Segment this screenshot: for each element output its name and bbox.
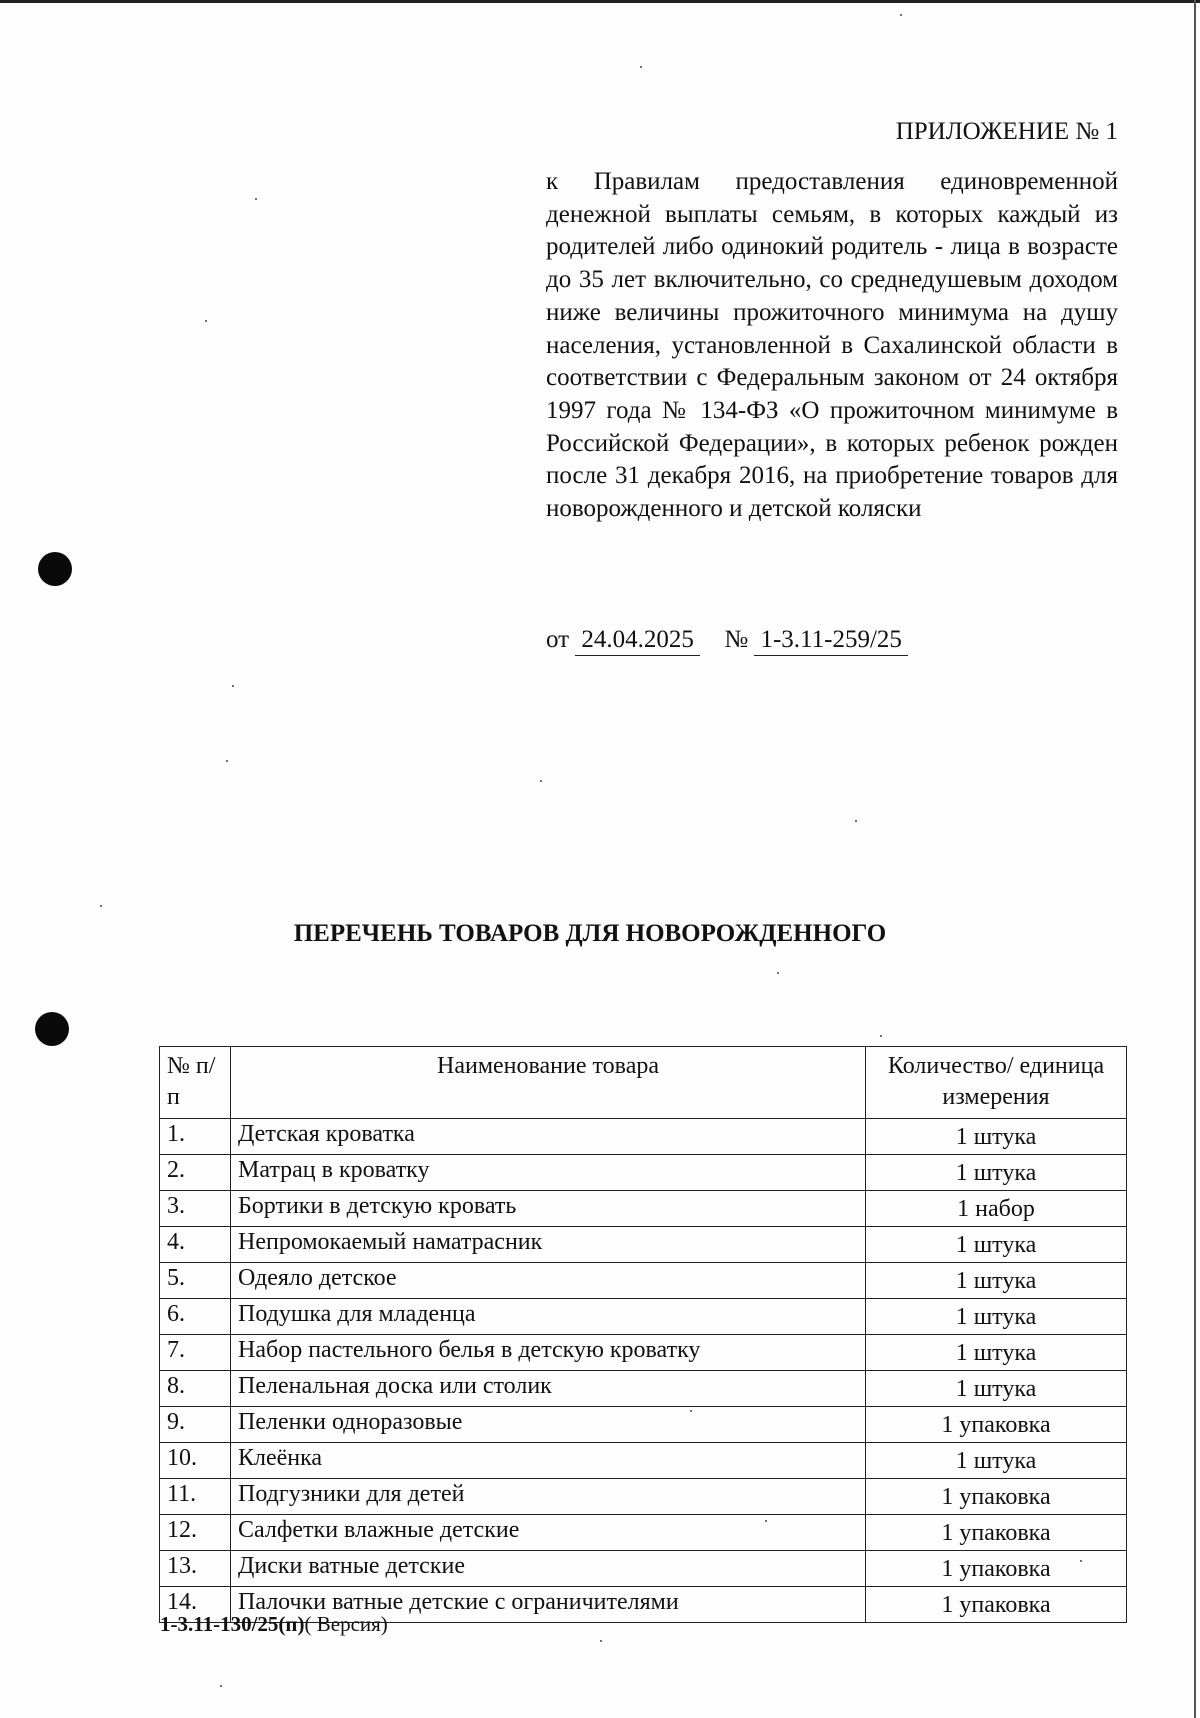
column-header-name: Наименование товара xyxy=(231,1047,866,1119)
row-num: 4. xyxy=(160,1227,231,1263)
scan-speck xyxy=(880,1035,882,1037)
scan-right-edge xyxy=(1194,0,1196,1718)
row-num: 14. xyxy=(160,1587,231,1623)
row-name: Набор пастельного белья в детскую кроватку xyxy=(231,1335,866,1371)
row-name: Детская кроватка xyxy=(231,1119,866,1155)
row-qty: 1 штука xyxy=(866,1227,1127,1263)
row-qty: 1 штука xyxy=(866,1299,1127,1335)
row-qty: 1 упаковка xyxy=(866,1515,1127,1551)
row-num: 3. xyxy=(160,1191,231,1227)
document-date: 24.04.2025 xyxy=(575,625,700,656)
table-header-row xyxy=(160,1047,1127,1119)
row-qty: 1 упаковка xyxy=(866,1587,1127,1623)
row-num: 8. xyxy=(160,1371,231,1407)
column-header-qty: Количество/ единица измерения xyxy=(866,1047,1127,1119)
table-row xyxy=(160,1191,1127,1227)
document-number: 1-3.11-259/25 xyxy=(754,625,907,656)
row-num: 12. xyxy=(160,1515,231,1551)
table-row xyxy=(160,1119,1127,1155)
number-prefix: № xyxy=(724,626,749,653)
scan-speck xyxy=(777,972,779,974)
table-row xyxy=(160,1515,1127,1551)
row-num: 7. xyxy=(160,1335,231,1371)
table-row xyxy=(160,1443,1127,1479)
list-heading: ПЕРЕЧЕНЬ ТОВАРОВ ДЛЯ НОВОРОЖДЕННОГО xyxy=(293,920,887,947)
row-num: 13. xyxy=(160,1551,231,1587)
row-name: Палочки ватные детские с ограничителями xyxy=(231,1587,866,1623)
table-row xyxy=(160,1479,1127,1515)
column-header-num: № п/п xyxy=(160,1047,231,1119)
row-num: 11. xyxy=(160,1479,231,1515)
appendix-reference xyxy=(546,624,1046,656)
scan-speck xyxy=(640,66,642,68)
table-row xyxy=(160,1371,1127,1407)
row-qty: 1 штука xyxy=(866,1263,1127,1299)
scan-speck xyxy=(855,820,857,822)
row-num: 5. xyxy=(160,1263,231,1299)
row-name: Пеленки одноразовые xyxy=(231,1407,866,1443)
row-qty: 1 штука xyxy=(866,1443,1127,1479)
row-qty: 1 упаковка xyxy=(866,1407,1127,1443)
scan-speck xyxy=(600,1640,602,1642)
table-row xyxy=(160,1227,1127,1263)
row-qty: 1 штука xyxy=(866,1119,1127,1155)
document-footer-code xyxy=(160,1610,388,1638)
row-name: Одеяло детское xyxy=(231,1263,866,1299)
row-name: Диски ватные детские xyxy=(231,1551,866,1587)
row-name: Подгузники для детей xyxy=(231,1479,866,1515)
punch-hole xyxy=(35,1012,69,1046)
row-name: Непромокаемый наматрасник xyxy=(231,1227,866,1263)
table-row xyxy=(160,1551,1127,1587)
row-num: 6. xyxy=(160,1299,231,1335)
row-name: Подушка для младенца xyxy=(231,1299,866,1335)
row-name: Пеленальная доска или столик xyxy=(231,1371,866,1407)
footer-code: 1-3.11-130/25(п) xyxy=(160,1612,305,1636)
scan-speck xyxy=(205,320,207,322)
row-name: Матрац в кроватку xyxy=(231,1155,866,1191)
row-num: 9. xyxy=(160,1407,231,1443)
row-qty: 1 упаковка xyxy=(866,1479,1127,1515)
goods-table xyxy=(159,1046,1127,1623)
footer-version: ( Версия) xyxy=(304,1612,388,1636)
table-row xyxy=(160,1335,1127,1371)
row-qty: 1 упаковка xyxy=(866,1551,1127,1587)
row-num: 2. xyxy=(160,1155,231,1191)
row-name: Бортики в детскую кровать xyxy=(231,1191,866,1227)
row-qty: 1 штука xyxy=(866,1335,1127,1371)
scan-speck xyxy=(232,685,234,687)
row-name: Клеёнка xyxy=(231,1443,866,1479)
appendix-title: ПРИЛОЖЕНИЕ № 1 xyxy=(895,118,1118,145)
scan-speck xyxy=(100,905,102,907)
scan-speck xyxy=(255,198,257,200)
punch-hole xyxy=(38,552,72,586)
row-name: Салфетки влажные детские xyxy=(231,1515,866,1551)
table-row xyxy=(160,1155,1127,1191)
row-qty: 1 набор xyxy=(866,1191,1127,1227)
row-num: 1. xyxy=(160,1119,231,1155)
row-qty: 1 штука xyxy=(866,1371,1127,1407)
row-num: 10. xyxy=(160,1443,231,1479)
appendix-description: к Правилам предоставления единовременной денежной выплаты семьям, в которых каждый из родителей либо одинокий родитель - лица в возрасте до 35 лет включительно, со среднедушевым доходом ниже величины прожиточного минимума на душу населения, установленной в Сахалинской области в соответствии с Федеральным законом от 24 октября 1997 года № 134-ФЗ «О прожиточном минимуме в Российской Федерации», в которых ребенок рожден после 31 декабря 2016, на приобретение товаров для новорожденного и детской коляски xyxy=(546,168,1118,523)
scan-speck xyxy=(540,780,542,782)
table-row xyxy=(160,1407,1127,1443)
scan-top-edge xyxy=(0,0,1200,3)
table-row xyxy=(160,1299,1127,1335)
scan-speck xyxy=(226,760,228,762)
scan-speck xyxy=(900,14,902,16)
date-prefix: от xyxy=(546,626,570,653)
row-qty: 1 штука xyxy=(866,1155,1127,1191)
table-row xyxy=(160,1263,1127,1299)
scan-speck xyxy=(220,1685,222,1687)
